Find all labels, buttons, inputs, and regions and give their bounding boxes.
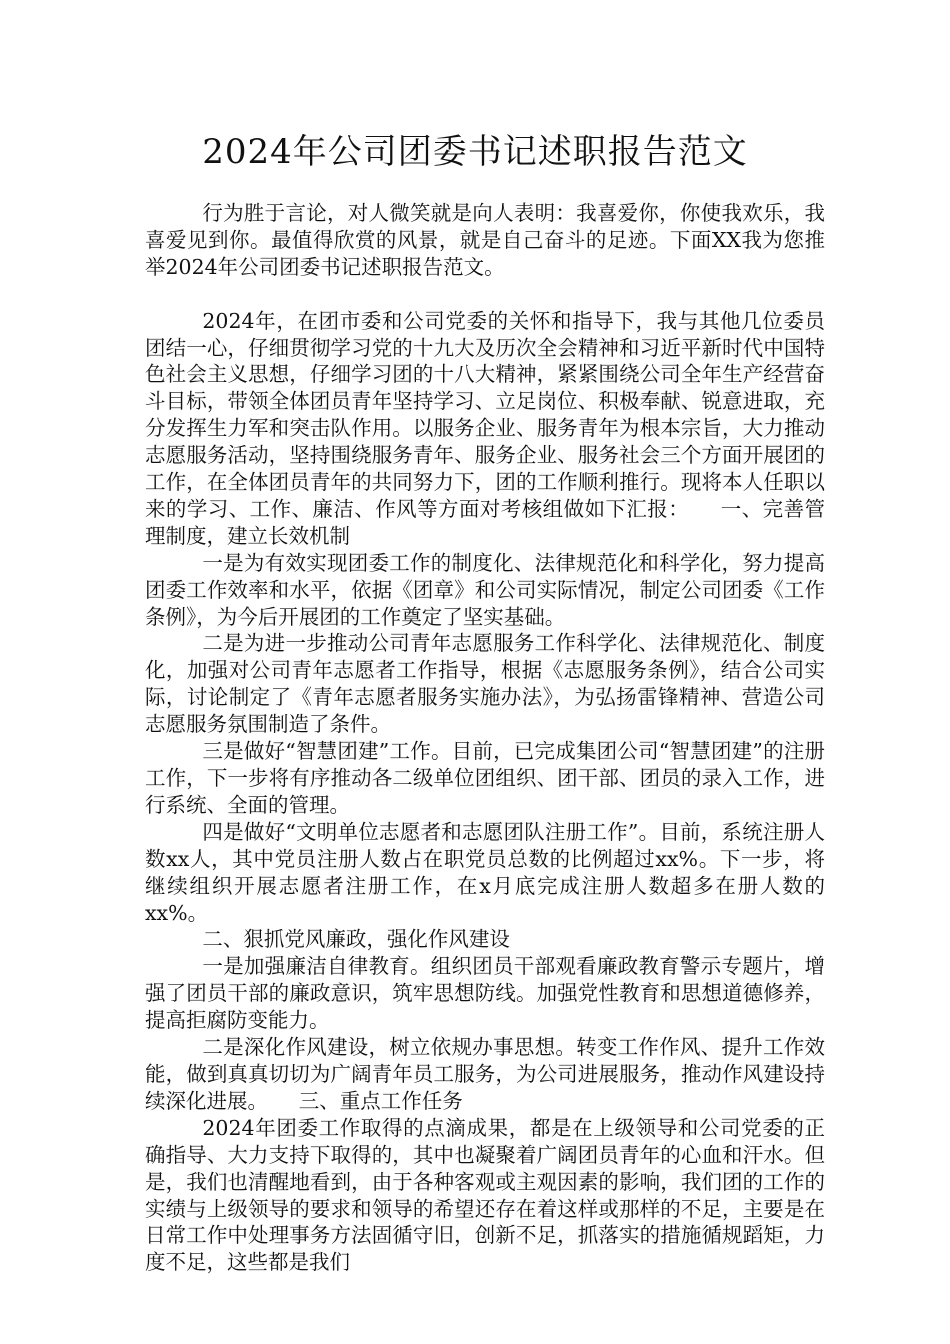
body-paragraph: 2024年团委工作取得的点滴成果，都是在上级领导和公司党委的正确指导、大力支持下取得的，其中也凝聚着广阔团员青年的心血和汗水。但是，我们也清醒地看到，由于各种客观或主观因素的影响，我们团的工作的实绩与上级领导的要求和领导的希望还存在着这样或那样的不足，主要是在日常工作中处理事务方法固循守旧，创新不足，抓落实的措施循规蹈矩，力度不足，这些都是我们 [145,1115,825,1275]
document-title: 2024年公司团委书记述职报告范文 [202,132,748,172]
body-paragraph: 二是为进一步推动公司青年志愿服务工作科学化、法律规范化、制度化，加强对公司青年志愿者工作指导，根据《志愿服务条例》，结合公司实际，讨论制定了《青年志愿者服务实施办法》，为弘扬雷锋精神、营造公司志愿服务氛围制造了条件。 [145,631,825,737]
body-paragraph: 一是加强廉洁自律教育。组织团员干部观看廉政教育警示专题片，增强了团员干部的廉政意识，筑牢思想防线。加强党性教育和思想道德修养，提高拒腐防变能力。 [145,954,825,1033]
body-paragraph: 二是深化作风建设，树立依规办事思想。转变工作作风、提升工作效能，做到真真切切为广阔青年员工服务，为公司进展服务，推动作风建设持续深化进展。 三、重点工作任务 [145,1035,825,1113]
body-paragraph: 四是做好“文明单位志愿者和志愿团队注册工作”。目前，系统注册人数xx人，其中党员注册人数占在职党员总数的比例超过xx%。下一步，将继续组织开展志愿者注册工作，在x月底完成注册人数超多在册人数的xx%。 [145,819,825,925]
intro-paragraph: 行为胜于言论，对人微笑就是向人表明：我喜爱你，你使我欢乐，我喜爱见到你。最值得欣赏的风景，就是自己奋斗的足迹。下面XX我为您推举2024年公司团委书记述职报告范文。 [145,201,825,279]
body-paragraph: 2024年，在团市委和公司党委的关怀和指导下，我与其他几位委员团结一心，仔细贯彻学习党的十九大及历次全会精神和习近平新时代中国特色社会主义思想，仔细学习团的十八大精神，紧紧围绕公司全年生产经营奋斗目标，带领全体团员青年坚持学习、立足岗位、积极奉献、锐意进取，充分发挥生力军和突击队作用。以服务企业、服务青年为根本宗旨，大力推动志愿服务活动，坚持围绕服务青年、服务企业、服务社会三个方面开展团的工作，在全体团员青年的共同努力下，团的工作顺利推行。现将本人任职以来的学习、工作、廉洁、作风等方面对考核组做如下汇报： 一、完善管理制度，建立长效机制 [145,308,825,548]
section-heading: 二、狠抓党风廉政，强化作风建设 [202,927,510,952]
body-paragraph: 三是做好“智慧团建”工作。目前，已完成集团公司“智慧团建”的注册工作，下一步将有序推动各二级单位团组织、团干部、团员的录入工作，进行系统、全面的管理。 [145,739,825,817]
body-paragraph: 一是为有效实现团委工作的制度化、法律规范化和科学化，努力提高团委工作效率和水平，依据《团章》和公司实际情况，制定公司团委《工作条例》，为今后开展团的工作奠定了坚实基础。 [145,550,825,629]
document-body [145,200,825,1276]
